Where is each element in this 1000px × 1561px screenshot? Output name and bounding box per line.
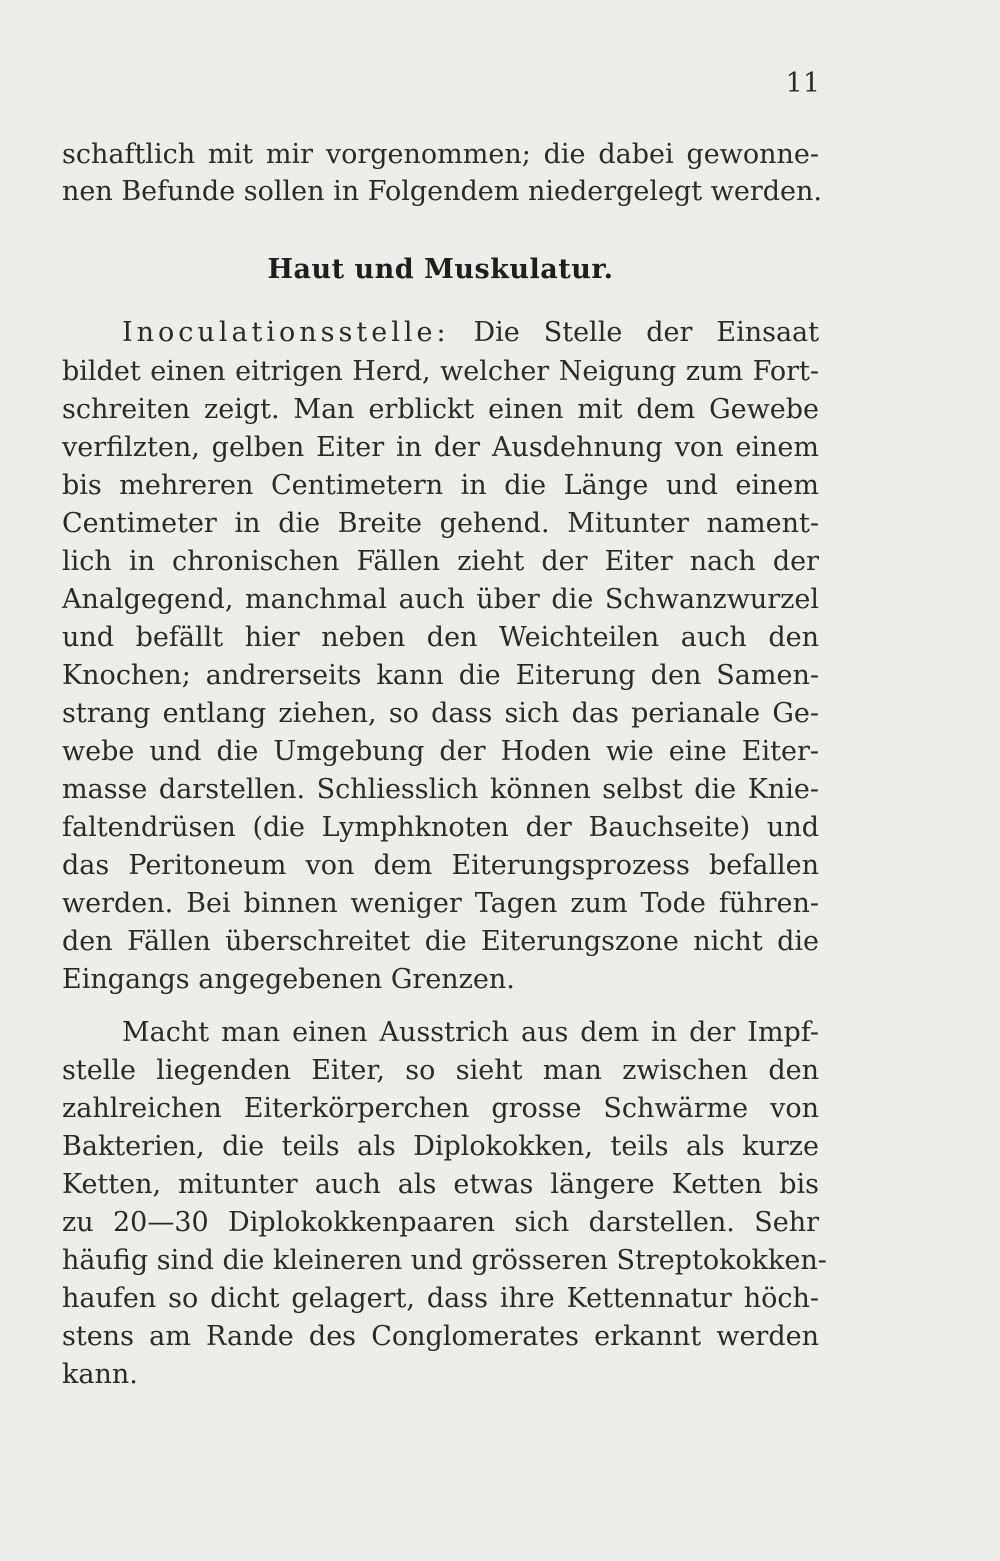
text-line: zu 20—30 Diplokokkenpaaren sich darstellen. Sehr bbox=[62, 1207, 819, 1238]
text-line: masse darstellen. Schliesslich können selbst die Knie- bbox=[62, 774, 819, 805]
text-line: webe und die Umgebung der Hoden wie eine Eiter- bbox=[62, 736, 819, 767]
text-line: Knochen; andrerseits kann die Eiterung den Samen- bbox=[62, 660, 819, 691]
text-line: Ketten, mitunter auch als etwas längere Ketten bis bbox=[62, 1169, 819, 1200]
text-line: bis mehreren Centimetern in die Länge und einem bbox=[62, 470, 819, 501]
text-line: Centimeter in die Breite gehend. Mitunter nament- bbox=[62, 508, 819, 539]
text-line: den Fällen überschreitet die Eiterungszone nicht die bbox=[62, 926, 819, 957]
page-number: 11 bbox=[785, 68, 820, 99]
text-line: schaftlich mit mir vorgenommen; die dabei gewonne- bbox=[62, 139, 819, 170]
text-line: kann. bbox=[62, 1359, 138, 1390]
text-line: und befällt hier neben den Weichteilen auch den bbox=[62, 622, 819, 653]
text-line: verfilzten, gelben Eiter in der Ausdehnung von einem bbox=[62, 432, 819, 463]
text-segment: Die Stelle der Einsaat bbox=[449, 317, 819, 348]
text-line: Eingangs angegebenen Grenzen. bbox=[62, 964, 515, 995]
text-line: lich in chronischen Fällen zieht der Eiter nach der bbox=[62, 546, 819, 577]
text-line: bildet einen eitrigen Herd, welcher Neigung zum Fort- bbox=[62, 356, 819, 387]
term-label: Inoculationsstelle: bbox=[122, 317, 450, 348]
text-line: stelle liegenden Eiter, so sieht man zwischen den bbox=[62, 1055, 819, 1086]
text-line: faltendrüsen (die Lymphknoten der Bauchseite) und bbox=[62, 812, 819, 843]
text-line: stens am Rande des Conglomerates erkannt werden bbox=[62, 1321, 819, 1352]
text-line: Analgegend, manchmal auch über die Schwanzwurzel bbox=[62, 584, 819, 615]
text-line: zahlreichen Eiterkörperchen grosse Schwärme von bbox=[62, 1093, 819, 1124]
text-line: häufig sind die kleineren und grösseren Streptokokken- bbox=[62, 1245, 827, 1276]
text-line: werden. Bei binnen weniger Tagen zum Tode führen- bbox=[62, 888, 819, 919]
text-line: Bakterien, die teils als Diplokokken, teils als kurze bbox=[62, 1131, 819, 1162]
text-line: das Peritoneum von dem Eiterungsprozess befallen bbox=[62, 850, 819, 881]
text-line: nen Befunde sollen in Folgendem niedergelegt werden. bbox=[62, 176, 822, 207]
paragraph-first-line bbox=[122, 315, 819, 351]
text-line: strang entlang ziehen, so dass sich das perianale Ge- bbox=[62, 698, 819, 729]
paragraph-first-line: Macht man einen Ausstrich aus dem in der Impf- bbox=[122, 1017, 819, 1048]
text-line: schreiten zeigt. Man erblickt einen mit dem Gewebe bbox=[62, 394, 819, 425]
text-line: haufen so dicht gelagert, dass ihre Kettennatur höch- bbox=[62, 1283, 819, 1314]
section-heading: Haut und Muskulatur. bbox=[267, 254, 614, 285]
